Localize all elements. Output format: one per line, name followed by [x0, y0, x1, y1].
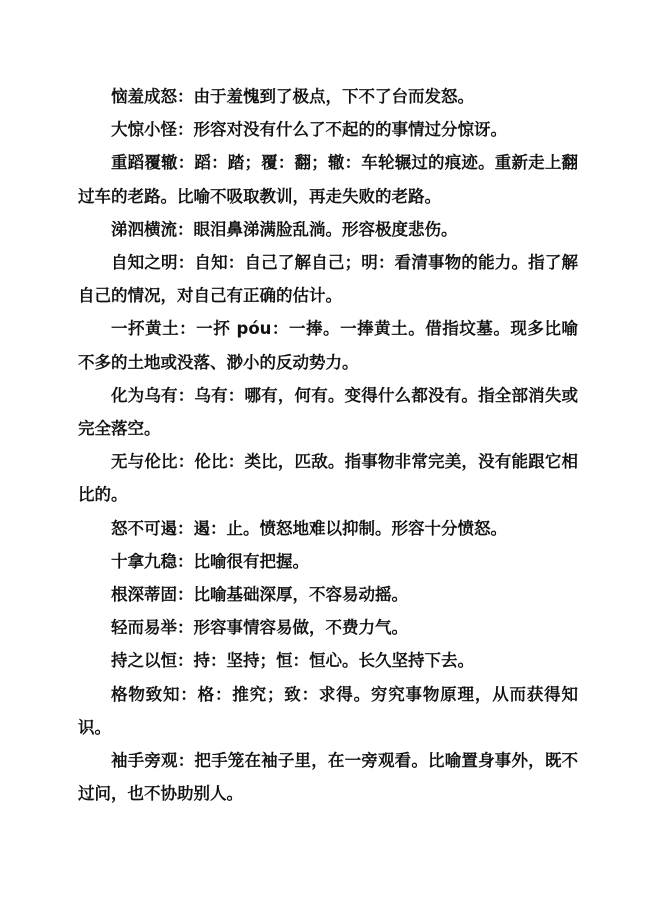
idiom-entry: 袖手旁观：把手笼在袖子里，在一旁观看。比喻置身事外，既不过问，也不协助别人。 — [78, 751, 578, 804]
document-body — [78, 80, 578, 810]
idiom-entry: 轻而易举：形容事情容易做，不费力气。 — [111, 618, 408, 638]
idiom-entry: 十拿九稳：比喻很有把握。 — [111, 551, 309, 571]
idiom-entry: 一抔黄土：一抔 póu：一捧。一捧黄土。借指坟墓。现多比喻不多的土地或没落、渺小的反动势力。 — [78, 319, 578, 372]
idiom-entry: 根深蒂固：比喻基础深厚，不容易动摇。 — [111, 585, 408, 605]
idiom-entry: 恼羞成怒：由于羞愧到了极点，下不了台而发怒。 — [111, 87, 474, 106]
idiom-entry: 自知之明：自知：自己了解自己；明：看清事物的能力。指了解自己的情况，对自己有正确的估计。 — [78, 253, 578, 306]
idiom-entry: 化为乌有：乌有：哪有，何有。变得什么都没有。指全部消失或完全落空。 — [78, 385, 578, 439]
idiom-entry: 大惊小怪：形容对没有什么了不起的的事情过分惊讶。 — [111, 120, 507, 140]
idiom-entry: 重蹈覆辙：蹈：踏；覆：翻；辙：车轮辗过的痕迹。重新走上翻过车的老路。比喻不吸取教训，再走失败的老路。 — [78, 153, 578, 206]
idiom-entry: 涕泗横流：眼泪鼻涕满脸乱淌。形容极度悲伤。 — [111, 219, 458, 239]
idiom-entry: 怒不可遏：遏：止。愤怒地难以抑制。形容十分愤怒。 — [111, 518, 507, 538]
idiom-entry: 格物致知：格：推究；致：求得。穷究事物原理，从而获得知识。 — [78, 684, 578, 737]
idiom-entry: 无与伦比：伦比：类比，匹敌。指事物非常完美，没有能跟它相比的。 — [78, 452, 578, 505]
idiom-entry: 持之以恒：持：坚持；恒：恒心。长久坚持下去。 — [111, 651, 474, 671]
